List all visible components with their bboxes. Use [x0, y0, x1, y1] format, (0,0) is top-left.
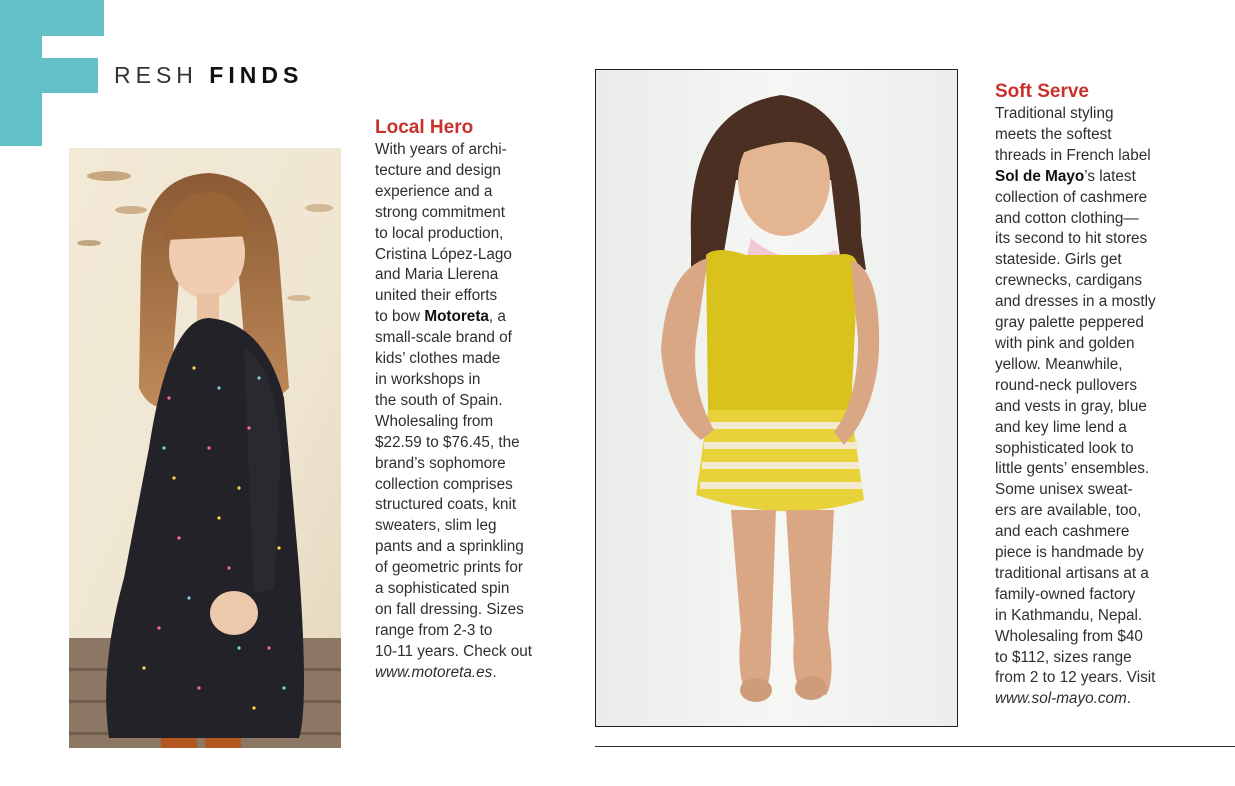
article-soft-serve: [995, 80, 1156, 710]
body-line: on fall dressing. Sizes: [375, 600, 524, 618]
body-line: gray palette peppered: [995, 314, 1144, 332]
body-line: Wholesaling from $40: [995, 627, 1143, 645]
body-line: a sophisticated spin: [375, 580, 510, 598]
body-line: stateside. Girls get: [995, 251, 1122, 269]
body-line: small-scale brand of: [375, 329, 512, 347]
body-line: threads in French label: [995, 146, 1151, 164]
body-line: in Kathmandu, Nepal.: [995, 606, 1143, 624]
body-line: traditional artisans at a: [995, 564, 1149, 582]
website-link[interactable]: www.sol-mayo.com: [995, 690, 1127, 708]
body-line: of geometric prints for: [375, 559, 523, 577]
body-line: tecture and design: [375, 161, 501, 179]
website-link[interactable]: www.motoreta.es: [375, 663, 493, 681]
section-title-second: FINDS: [209, 62, 304, 88]
body-line: family-owned factory: [995, 585, 1136, 603]
body-line: experience and a: [375, 182, 493, 200]
body-line: meets the softest: [995, 125, 1112, 143]
body-line: With years of archi-: [375, 141, 507, 158]
body-line: collection comprises: [375, 475, 513, 493]
body-line: Wholesaling from: [375, 412, 494, 430]
body-line: Some unisex sweat-: [995, 481, 1133, 499]
body-line: and Maria Llerena: [375, 266, 499, 284]
body-line: pants and a sprinkling: [375, 538, 524, 556]
body-line: and cotton clothing—: [995, 209, 1139, 227]
photo-girl-black-dress: [69, 148, 341, 748]
body-line: www.motoreta.es.: [375, 663, 497, 681]
article-heading: Local Hero: [375, 117, 474, 138]
bottom-rule: [595, 746, 1235, 747]
body-line: to local production,: [375, 224, 504, 242]
brand-name: Sol de Mayo: [995, 167, 1085, 185]
body-line: and vests in gray, blue: [995, 397, 1147, 415]
body-line: and key lime lend a: [995, 418, 1127, 436]
body-line: ers are available, too,: [995, 502, 1142, 520]
body-line: strong commitment: [375, 203, 506, 221]
body-line: the south of Spain.: [375, 391, 503, 409]
body-line: yellow. Meanwhile,: [995, 355, 1123, 373]
body-line: with pink and golden: [995, 334, 1135, 352]
body-line: $22.59 to $76.45, the: [375, 433, 520, 451]
body-line: 10-11 years. Check out: [375, 642, 533, 660]
body-line: little gents’ ensembles.: [995, 460, 1150, 478]
body-line: range from 2-3 to: [375, 621, 493, 639]
section-title-first: RESH: [114, 62, 198, 88]
section-f-logo: [0, 0, 104, 146]
body-line: structured coats, knit: [375, 496, 517, 514]
body-line: crewnecks, cardigans: [995, 272, 1143, 290]
body-line: piece is handmade by: [995, 544, 1144, 562]
body-line: brand’s sophomore: [375, 454, 506, 472]
body-line: Sol de Mayo’s latest: [995, 167, 1136, 185]
body-line: round-neck pullovers: [995, 376, 1137, 394]
body-line: in workshops in: [375, 370, 481, 388]
body-line: and dresses in a mostly: [995, 293, 1156, 311]
body-line: sophisticated look to: [995, 439, 1134, 457]
body-line: sweaters, slim leg: [375, 517, 497, 535]
body-line: from 2 to 12 years. Visit: [995, 669, 1156, 687]
body-line: www.sol-mayo.com.: [995, 690, 1131, 708]
body-line: collection of cashmere: [995, 188, 1148, 206]
body-line: kids’ clothes made: [375, 350, 501, 368]
body-line: and each cashmere: [995, 523, 1130, 541]
photo-girl-yellow-dress: [595, 69, 958, 727]
body-line: Cristina López-Lago: [375, 245, 512, 263]
section-title: [114, 62, 303, 89]
article-heading: Soft Serve: [995, 81, 1089, 102]
body-line: united their efforts: [375, 287, 498, 305]
brand-name: Motoreta: [424, 308, 489, 326]
body-line: its second to hit stores: [995, 230, 1148, 248]
body-line: Traditional styling: [995, 105, 1114, 122]
article-local-hero: [375, 116, 532, 684]
body-line: to bow Motoreta, a: [375, 308, 506, 326]
body-line: to $112, sizes range: [995, 648, 1132, 666]
